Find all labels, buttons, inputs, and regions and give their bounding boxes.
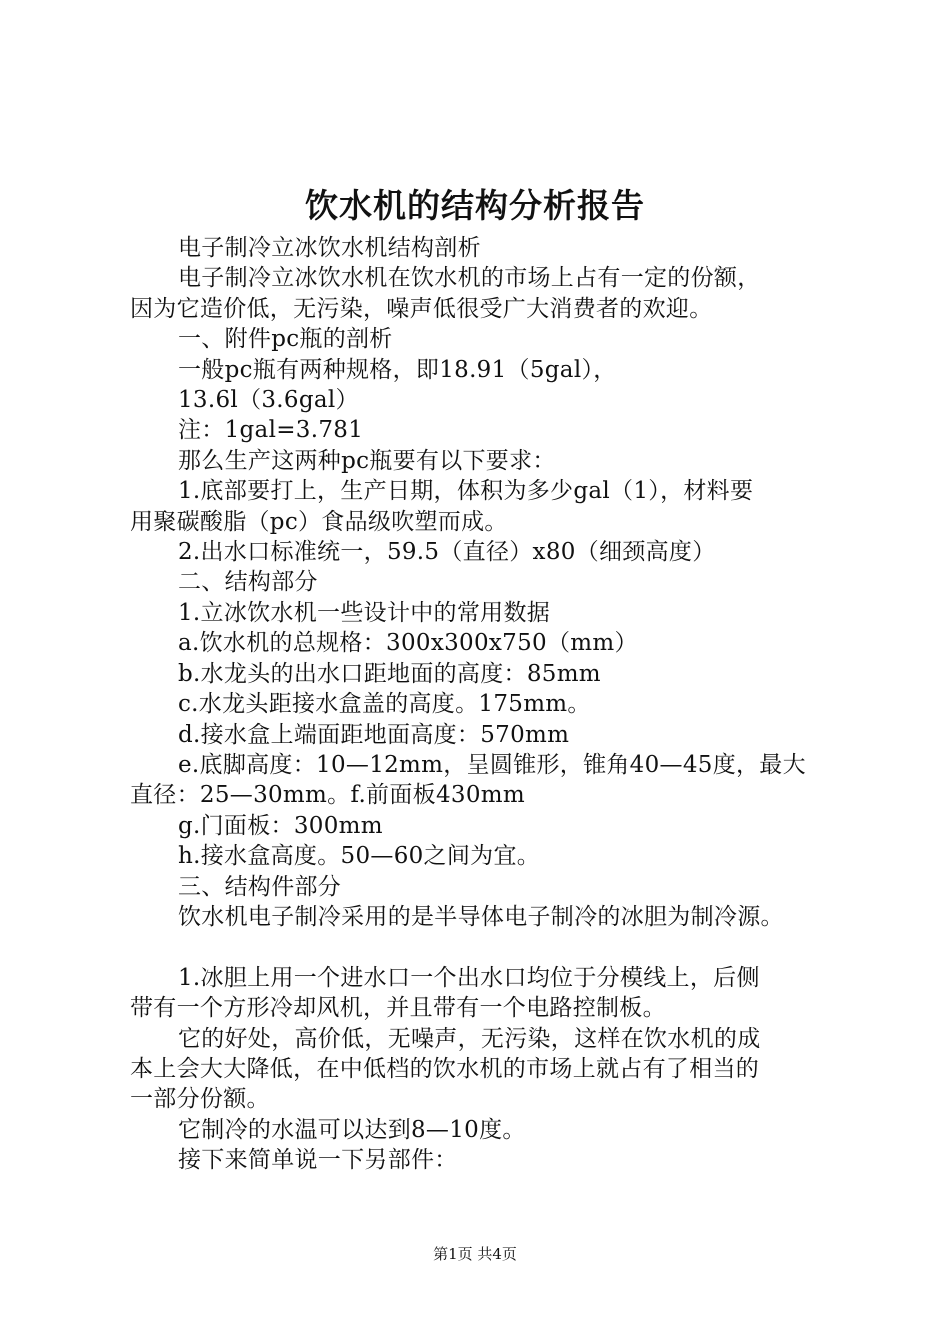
paragraph-line: 电子制冷立冰饮水机在饮水机的市场上占有一定的份额， [178, 265, 761, 292]
spec-item: a.饮水机的总规格：300x300x750（mm） [178, 630, 638, 657]
spec-item: h.接水盒高度。50—60之间为宜。 [178, 843, 541, 870]
document-body [130, 233, 850, 1176]
section-heading: 三、结构件部分 [178, 873, 342, 900]
list-item: 2.出水口标准统一，59.5（直径）x80（细颈高度） [178, 539, 716, 566]
spec-item: d.接水盒上端面距地面高度：570mm [178, 721, 570, 748]
list-item: 1.底部要打上，生产日期，体积为多少gal（1），材料要 [178, 478, 754, 505]
paragraph-line: 那么生产这两种pc瓶要有以下要求： [178, 447, 556, 474]
paragraph-line: 本上会大大降低，在中低档的饮水机的市场上就占有了相当的 [130, 1055, 760, 1082]
section-heading: 二、结构部分 [178, 569, 318, 596]
page-indicator: 第1页 共4页 [433, 1245, 517, 1263]
spec-item: g.门面板：300mm [178, 812, 383, 839]
paragraph-line: 它的好处，高价低，无噪声，无污染，这样在饮水机的成 [178, 1025, 761, 1052]
paragraph-line: 注：1gal=3.781 [178, 417, 364, 444]
paragraph-line: 13.6l（3.6gal） [178, 387, 359, 414]
paragraph-line: 饮水机电子制冷采用的是半导体电子制冷的冰胆为制冷源。 [178, 903, 784, 930]
spec-item-continuation: 直径：25—30mm。f.前面板430mm [130, 782, 525, 809]
section-subtitle: 电子制冷立冰饮水机结构剖析 [178, 235, 481, 261]
list-item-continuation: 带有一个方形冷却风机，并且带有一个电路控制板。 [130, 995, 666, 1022]
spec-item: c.水龙头距接水盒盖的高度。175mm。 [178, 691, 591, 718]
paragraph-line: 因为它造价低，无污染，噪声低很受广大消费者的欢迎。 [130, 295, 713, 322]
document-title: 饮水机的结构分析报告 [305, 186, 645, 225]
spec-item: e.底脚高度：10—12mm，呈圆锥形，锥角40—45度，最大 [178, 751, 806, 778]
paragraph-line: 一部分份额。 [130, 1086, 270, 1113]
paragraph-line: 它制冷的水温可以达到8—10度。 [178, 1116, 526, 1143]
blank-line [130, 932, 850, 962]
paragraph-line: 一般pc瓶有两种规格，即18.91（5gal）， [178, 356, 617, 383]
list-item-continuation: 用聚碳酸脂（pc）食品级吹塑而成。 [130, 508, 508, 535]
paragraph-line: 接下来简单说一下另部件： [178, 1147, 458, 1174]
section-heading: 一、附件pc瓶的剖析 [178, 326, 393, 353]
list-item: 1.冰胆上用一个进水口一个出水口均位于分模线上，后侧 [178, 964, 760, 991]
spec-item: b.水龙头的出水口距地面的高度：85mm [178, 660, 601, 687]
list-item: 1.立冰饮水机一些设计中的常用数据 [178, 599, 551, 626]
